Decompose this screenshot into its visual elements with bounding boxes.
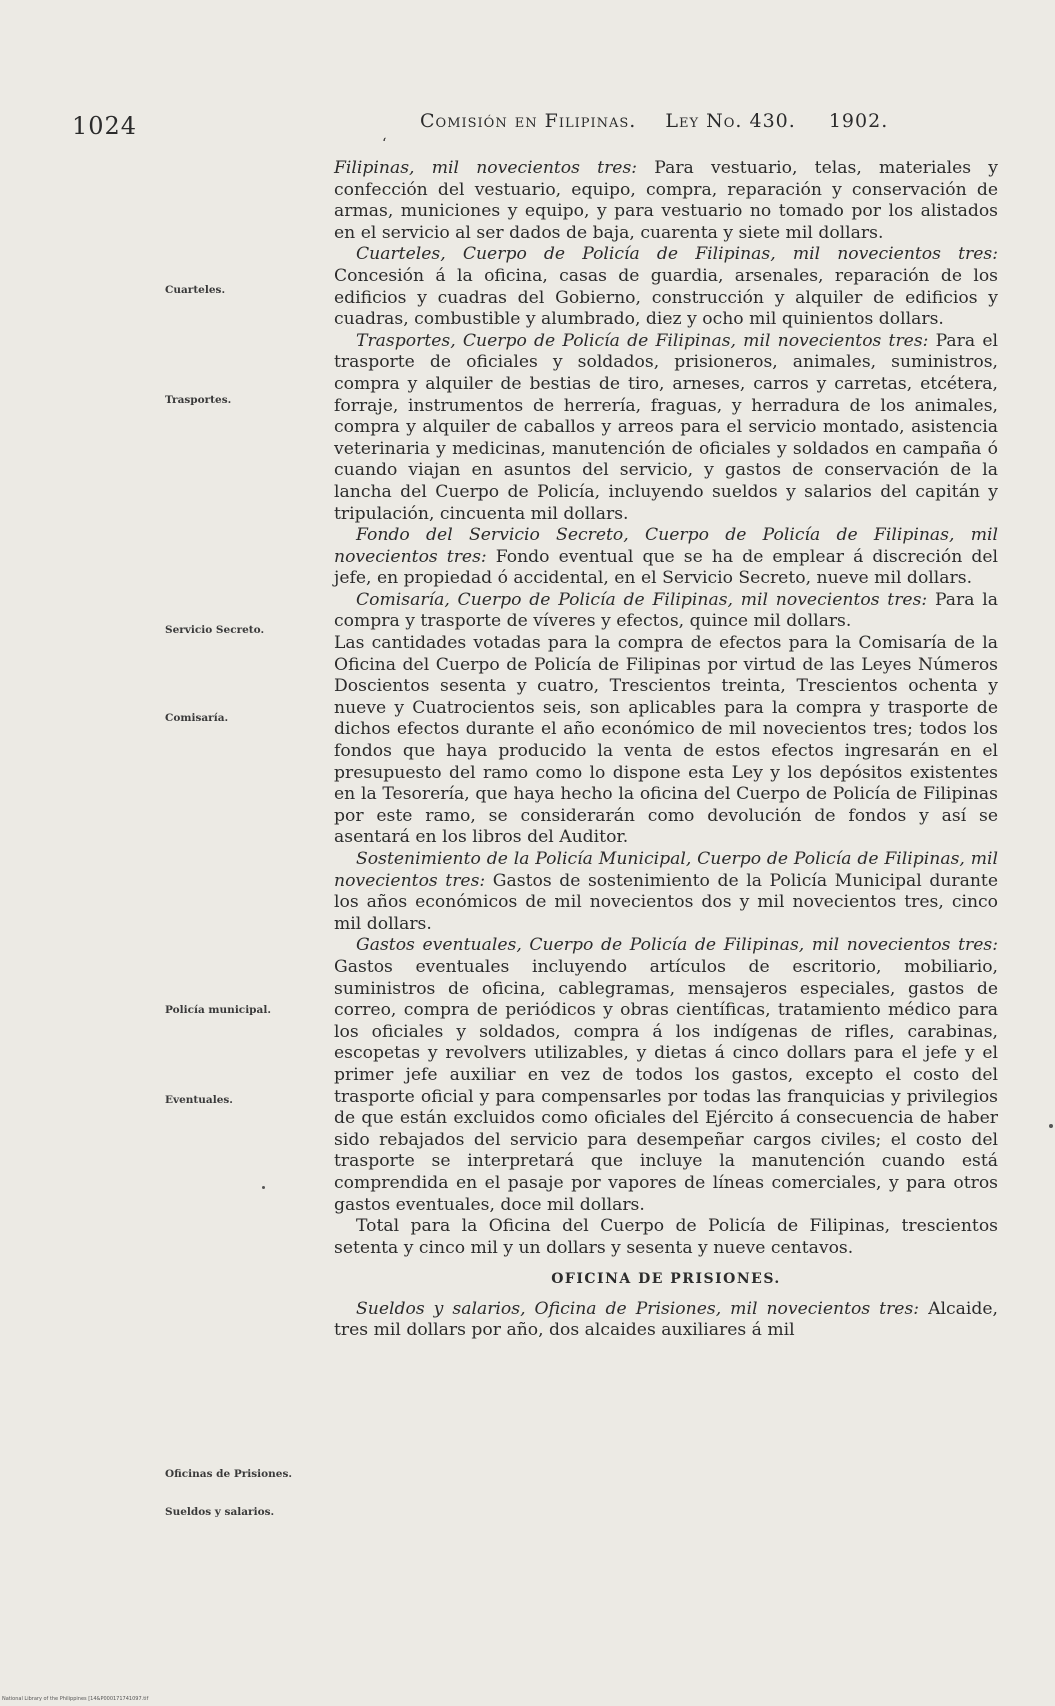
section-title: OFICINA DE PRISIONES. <box>551 1271 781 1288</box>
paragraph-text: Para vestuario, telas, materiales y confección del vestuario, equipo, compra, reparación y conservación de armas, municiones y equipo, y para vestuario no tomado por los alistados en el servicio al ser dados de baja, cuarenta y siete mil dollars. <box>334 158 998 243</box>
paragraph-text: Las cantidades votadas para la compra de efectos para la Comisaría de la Oficina del Cuerpo de Policía de Filipinas por virtud de las Leyes Números Doscientos sesenta y cuatro, Trescientos treinta, Trescientos ochenta y nueve y Cuatrocientos seis, son aplicables para la compra y trasporte de dichos efectos durante el año económico de mil novecientos tres; todos los fondos que haya producido la venta de estos efectos ingresarán en el presupuesto del ramo como lo dispone esta Ley y los depósitos existentes en la Tesorería, que haya hecho la oficina del Cuerpo de Policía de Filipinas por este ramo, se considerarán como devolución de fondos y así se asentará en los libros del Auditor. <box>334 633 998 848</box>
paragraph-comisaria <box>334 590 998 633</box>
paragraph-lead: Sostenimiento de la Policía Municipal, Cuerpo de Policía de Filipinas, mil novecientos tres: <box>334 849 998 891</box>
paragraph-total <box>334 1216 998 1259</box>
paragraph-cantidades <box>334 633 998 849</box>
paragraph-vestuario <box>334 158 998 244</box>
scan-credit: National Library of the Philippines [14&P000171741097.tif <box>2 1696 149 1702</box>
ink-speck <box>1049 1124 1053 1128</box>
page-number: 1024 <box>72 112 138 140</box>
running-head-law: Ley No. 430. <box>665 110 796 132</box>
paragraph-cuarteles <box>334 244 998 330</box>
paragraph-trasportes <box>334 331 998 525</box>
body-text <box>334 158 998 1342</box>
margin-note-servicio-secreto: Servicio Secreto. <box>165 624 265 636</box>
running-head <box>420 110 888 132</box>
margin-note-oficinas-prisiones: Oficinas de Prisiones. <box>165 1468 293 1480</box>
running-head-title: Comisión en Filipinas. <box>420 110 637 132</box>
paragraph-text: Alcaide, tres mil dollars por año, dos alcaides auxiliares á mil <box>334 1298 998 1341</box>
paragraph-lead: Cuarteles, Cuerpo de Policía de Filipinas, mil novecientos tres: <box>356 244 998 265</box>
paragraph-lead: Fondo del Servicio Secreto, Cuerpo de Policía de Filipinas, mil novecientos tres: <box>334 525 998 567</box>
paragraph-eventuales <box>334 935 998 1216</box>
paragraph-policia-municipal <box>334 849 998 935</box>
print-mark: ‘ <box>382 136 387 152</box>
margin-note-trasportes: Trasportes. <box>165 394 232 406</box>
paragraph-text: Total para la Oficina del Cuerpo de Policía de Filipinas, trescientos setenta y cinco mil y un dollars y sesenta y nueve centavos. <box>334 1216 998 1258</box>
paragraph-lead: Gastos eventuales, Cuerpo de Policía de Filipinas, mil novecientos tres: <box>356 935 998 956</box>
margin-note-policia-municipal: Policía municipal. <box>165 1004 271 1016</box>
paragraph-lead: Trasportes, Cuerpo de Policía de Filipinas, mil novecientos tres: <box>356 330 929 351</box>
margin-note-comisaria: Comisaría. <box>165 712 229 724</box>
paragraph-text: Gastos eventuales incluyendo artículos de escritorio, mobiliario, suministros de oficina, cablegramas, mensajeros especiales, gastos de correo, compra de periódicos y obras científicas, tratamiento médico para los oficiales y soldados, compra á los indígenas de rifles, carabinas, escopetas y revolvers utilizables, y dietas á cinco dollars para el jefe y el primer jefe auxiliar en vez de todos los gastos, excepto el costo del trasporte oficial y para compensarles por todas las franquicias y privilegios de que están excluidos como oficiales del Ejército á consecuencia de haber sido rebajados del servicio para desempeñar cargos civiles; el costo del trasporte se interpretará que incluye la manutención cuando está comprendida en el pasaje por vapores de líneas comerciales, y para otros gastos eventuales, doce mil dollars. <box>334 956 998 1215</box>
margin-note-eventuales: Eventuales. <box>165 1094 233 1106</box>
running-head-year: 1902. <box>828 110 889 132</box>
paragraph-text: Para la compra y trasporte de víveres y efectos, quince mil dollars. <box>334 589 998 632</box>
paragraph-text: Gastos de sostenimiento de la Policía Municipal durante los años económicos de mil novecientos dos y mil novecientos tres, cinco mil dollars. <box>334 870 998 934</box>
paragraph-text: Para el trasporte de oficiales y soldados, prisioneros, animales, suministros, compra y alquiler de bestias de tiro, arneses, carros y carretas, etcétera, forraje, instrumentos de herrería, fraguas, y herradura de los animales, compra y alquiler de caballos y arreos para el servicio montado, asistencia veterinaria y medicinas, manutención de oficiales y soldados en campaña ó cuando viajan en asuntos del servicio, y gastos de conservación de la lancha del Cuerpo de Policía, incluyendo sueldos y salarios del capitán y tripulación, cincuenta mil dollars. <box>334 330 998 524</box>
paragraph-text: Fondo eventual que se ha de emplear á discreción del jefe, en propiedad ó accidental, en el Servicio Secreto, nueve mil dollars. <box>334 546 998 589</box>
paragraph-sueldos <box>334 1299 998 1342</box>
ink-speck <box>262 1186 265 1189</box>
paragraph-servicio-secreto <box>334 525 998 590</box>
paragraph-lead: Comisaría, Cuerpo de Policía de Filipinas, mil novecientos tres: <box>356 589 928 610</box>
paragraph-lead: Sueldos y salarios, Oficina de Prisiones, mil novecientos tres: <box>356 1298 920 1319</box>
margin-note-cuarteles: Cuarteles. <box>165 284 226 296</box>
paragraph-text: Concesión á la oficina, casas de guardia, arsenales, reparación de los edificios y cuadras del Gobierno, construcción y alquiler de edificios y cuadras, combustible y alumbrado, diez y ocho mil quinientos dollars. <box>334 265 998 330</box>
margin-note-sueldos: Sueldos y salarios. <box>165 1506 275 1518</box>
paragraph-lead: Filipinas, mil novecientos tres: <box>334 158 638 178</box>
